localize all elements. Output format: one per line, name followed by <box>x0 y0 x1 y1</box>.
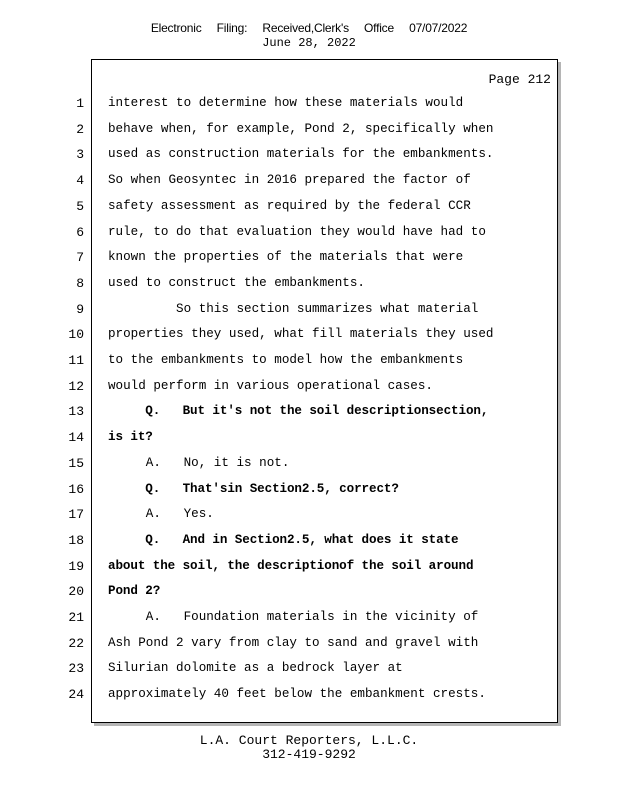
line-number: 18 <box>68 532 84 548</box>
transcript-line: is it? <box>108 430 153 445</box>
line-number: 14 <box>68 430 84 446</box>
line-number: 13 <box>68 404 84 420</box>
transcript-line: A. No, it is not. <box>108 455 290 470</box>
transcript-line: So this section summarizes what material <box>108 301 479 316</box>
transcript-line: used to construct the embankments. <box>108 275 365 290</box>
line-number: 15 <box>68 455 84 471</box>
transcript-line: A. Yes. <box>108 507 214 522</box>
line-number: 24 <box>68 687 84 703</box>
transcript-line: Ash Pond 2 vary from clay to sand and gravel with <box>108 635 479 650</box>
line-number: 16 <box>68 481 84 497</box>
line-number: 10 <box>68 327 84 343</box>
transcript-line: Q. But it's not the soil descriptionsection, <box>108 404 489 419</box>
transcript-line: would perform in various operational cases. <box>108 378 433 393</box>
filing-received: Received,Clerk's <box>262 21 349 35</box>
transcript-line: A. Foundation materials in the vicinity of <box>108 610 479 624</box>
line-number: 5 <box>76 198 84 214</box>
line-number: 6 <box>76 224 84 240</box>
line-number: 17 <box>68 507 84 523</box>
transcript-line: interest to determine how these materials would <box>108 96 464 110</box>
footer-company: L.A. Court Reporters, L.L.C. <box>199 733 419 748</box>
line-number: 1 <box>76 96 84 111</box>
transcript-line: used as construction materials for the embankments. <box>108 147 494 162</box>
line-number: 2 <box>76 121 84 137</box>
line-number: 3 <box>76 147 84 163</box>
transcript-line: properties they used, what fill materials they used <box>108 327 494 342</box>
transcript-line: So when Geosyntec in 2016 prepared the factor of <box>108 173 471 188</box>
transcript-line: safety assessment as required by the federal CCR <box>108 198 471 213</box>
line-number: 20 <box>68 584 84 600</box>
transcript-line: known the properties of the materials that were <box>108 250 464 265</box>
transcript-line: about the soil, the descriptionof the soil around <box>108 558 474 573</box>
filing-office: Office <box>364 21 394 35</box>
transcript-line: behave when, for example, Pond 2, specifically when <box>108 121 494 136</box>
line-number: 23 <box>68 661 84 677</box>
transcript-line: Pond 2? <box>108 584 161 599</box>
line-number: 21 <box>68 610 84 625</box>
transcript-line: Q. That'sin Section2.5, correct? <box>108 481 399 496</box>
transcript-line: to the embankments to model how the embankments <box>108 353 464 367</box>
filing-electronic: Electronic <box>150 21 202 35</box>
line-number: 12 <box>68 378 84 394</box>
line-number: 8 <box>76 275 84 291</box>
page-number: Page 212 <box>488 72 551 87</box>
transcript-line: Q. And in Section2.5, what does it state <box>108 532 459 547</box>
line-number: 11 <box>68 353 84 368</box>
transcript-date: June 28, 2022 <box>262 36 356 50</box>
filing-label: Filing: <box>216 21 248 35</box>
filing-date: 07/07/2022 <box>409 21 468 35</box>
footer-phone: 312-419-9292 <box>262 747 356 762</box>
line-number: 7 <box>76 250 84 266</box>
line-number: 22 <box>68 635 84 651</box>
filing-stamp <box>0 21 618 35</box>
line-number: 19 <box>68 558 84 574</box>
transcript-line: approximately 40 feet below the embankment crests. <box>108 687 486 702</box>
transcript-line: rule, to do that evaluation they would have had to <box>108 224 486 239</box>
line-number: 4 <box>76 173 84 189</box>
transcript-line: Silurian dolomite as a bedrock layer at <box>108 661 403 676</box>
line-number: 9 <box>76 301 84 317</box>
